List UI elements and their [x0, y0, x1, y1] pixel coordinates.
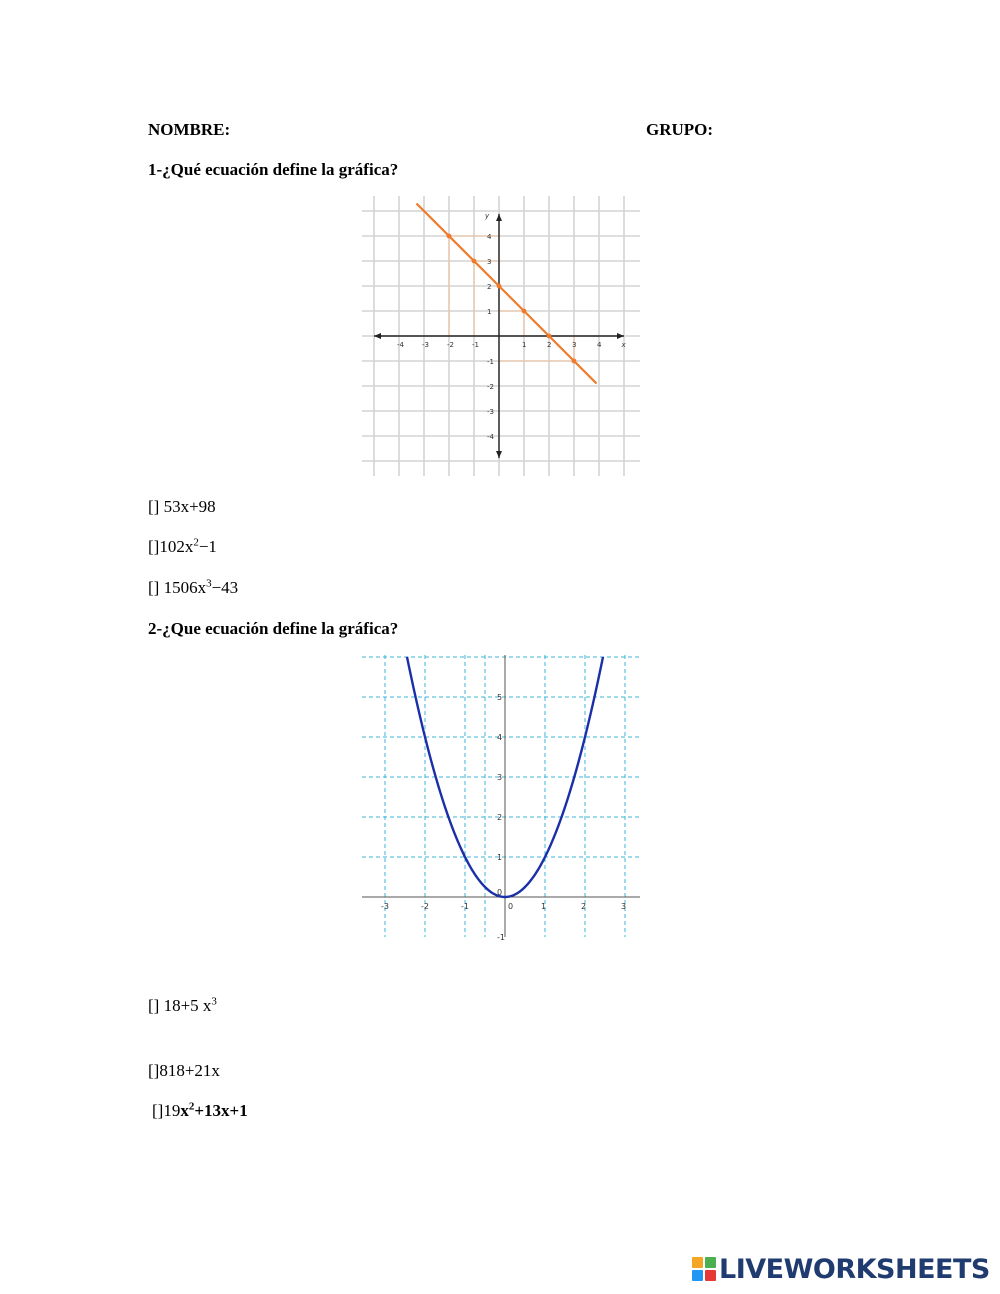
y-tick-label: 4	[497, 733, 503, 742]
y-tick-label: -1	[497, 933, 505, 942]
q1-option-2[interactable]	[148, 537, 217, 557]
x-tick-label: 4	[597, 341, 602, 349]
x-tick-label: 2	[581, 902, 587, 911]
option-exponent: 3	[211, 995, 217, 1008]
x-tick-label: 3	[572, 341, 577, 349]
data-point	[447, 234, 452, 239]
option-base: 102x	[159, 537, 194, 556]
x-tick-label: -1	[461, 902, 469, 911]
y-tick-label: 2	[487, 283, 492, 291]
q2-option-3[interactable]	[152, 1101, 248, 1121]
q1-option-3[interactable]	[148, 578, 238, 598]
logo-icon	[692, 1257, 716, 1281]
checkbox[interactable]: []	[148, 497, 160, 516]
q2-graph	[362, 655, 640, 942]
y-tick-label: -1	[487, 358, 494, 366]
data-point	[547, 334, 552, 339]
x-tick-label: 0	[508, 902, 514, 911]
checkbox[interactable]: []	[148, 996, 160, 1015]
option-text: 818+21x	[159, 1061, 220, 1080]
y-tick-label: -2	[487, 383, 494, 391]
question-1: 1-¿Qué ecuación define la gráfica?	[148, 160, 399, 179]
x-axis-label: x	[621, 341, 626, 349]
series-line	[417, 204, 597, 384]
q2-option-1[interactable]	[148, 996, 217, 1016]
checkbox[interactable]: []	[152, 1101, 164, 1120]
x-tick-label: 2	[547, 341, 552, 349]
option-base: 18+5 x	[159, 996, 212, 1015]
y-axis-arrow-up	[496, 214, 502, 221]
option-exponent: 2	[188, 1100, 195, 1113]
q1-line-chart	[362, 196, 640, 476]
data-point	[522, 309, 527, 314]
y-tick-label: -3	[487, 408, 494, 416]
x-tick-label: 1	[541, 902, 547, 911]
y-axis-arrow-down	[496, 451, 502, 458]
option-tail: −1	[198, 537, 217, 556]
option-tail: +13x+1	[194, 1101, 248, 1120]
option-number: 19	[163, 1101, 181, 1120]
x-tick-label: -1	[472, 341, 479, 349]
brand-name: LIVEWORKSHEETS	[719, 1253, 990, 1285]
q2-option-2[interactable]	[148, 1061, 220, 1081]
y-tick-label: 3	[497, 773, 503, 782]
x-axis-arrow-right	[617, 333, 624, 339]
data-point	[472, 259, 477, 264]
y-axis-label: y	[485, 212, 490, 220]
x-tick-label: -3	[381, 902, 389, 911]
x-tick-label: -4	[397, 341, 404, 349]
y-tick-label: 3	[487, 258, 492, 266]
x-tick-label: 3	[621, 902, 627, 911]
q2-parabola-chart	[362, 655, 640, 942]
question-2: 2-¿Que ecuación define la gráfica?	[148, 619, 399, 638]
y-tick-label: -4	[487, 433, 494, 441]
liveworksheets-logo[interactable]	[692, 1254, 990, 1284]
checkbox[interactable]: []	[148, 1061, 160, 1080]
y-tick-label: 1	[487, 308, 492, 316]
data-point	[497, 284, 502, 289]
y-tick-label: 1	[497, 853, 503, 862]
q1-graph	[362, 196, 640, 476]
group-label: GRUPO:	[646, 120, 714, 139]
name-label: NOMBRE:	[148, 120, 231, 139]
y-tick-label: 0	[497, 888, 503, 897]
checkbox[interactable]: []	[148, 578, 160, 597]
option-exponent: 2	[193, 536, 199, 549]
x-tick-label: -2	[447, 341, 454, 349]
option-tail: −43	[211, 578, 239, 597]
q1-option-1[interactable]	[148, 497, 216, 517]
x-tick-label: -3	[422, 341, 429, 349]
checkbox[interactable]: []	[148, 537, 160, 556]
y-tick-label: 4	[487, 233, 492, 241]
option-text: 53x+98	[159, 497, 216, 516]
option-base: 1506x	[159, 578, 207, 597]
y-tick-label: 2	[497, 813, 503, 822]
x-tick-label: 1	[522, 341, 527, 349]
option-base: x	[180, 1101, 189, 1120]
x-axis-arrow-left	[374, 333, 381, 339]
data-point	[572, 359, 577, 364]
x-tick-label: -2	[421, 902, 429, 911]
option-exponent: 3	[206, 577, 212, 590]
y-tick-label: 5	[497, 693, 503, 702]
